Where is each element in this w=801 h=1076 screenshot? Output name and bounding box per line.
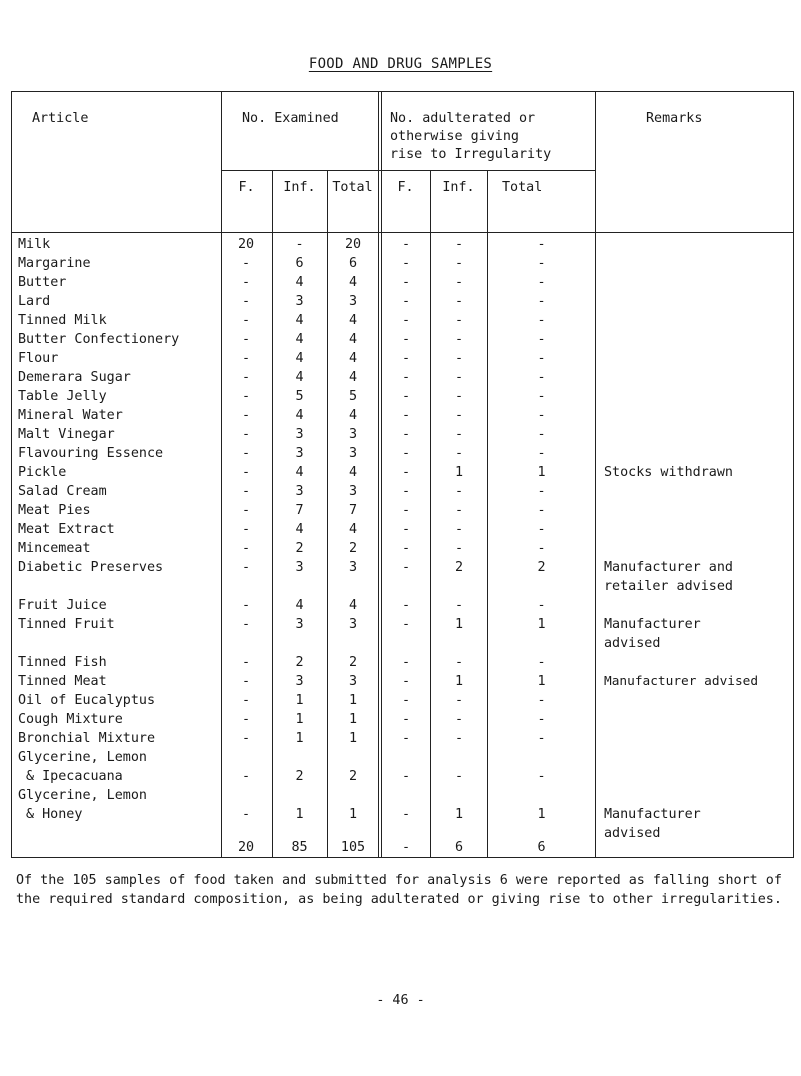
f-cell: - (241, 674, 251, 689)
remarks-cell-line2: advised (604, 826, 661, 841)
adulterated-total-cell: 1 (537, 617, 546, 632)
adulterated-total-cell: - (537, 351, 546, 366)
remarks-cell: Manufacturer and (604, 560, 733, 575)
table-row (12, 786, 793, 824)
adulterated-total-cell: - (537, 408, 546, 423)
adulterated-inf-cell: - (454, 446, 464, 461)
remarks-cell-line2: retailer advised (604, 579, 733, 594)
adulterated-inf-cell: - (454, 484, 464, 499)
f-cell: - (241, 769, 251, 784)
adulterated-total-cell: - (537, 294, 546, 309)
inf-cell: 3 (295, 617, 304, 632)
adulterated-f-cell: - (401, 427, 411, 442)
adulterated-total-cell: - (537, 275, 546, 290)
article-cell: Tinned Fish (18, 655, 107, 670)
table-row (12, 406, 793, 425)
adulterated-f-cell: - (401, 351, 411, 366)
article-cell: Mineral Water (18, 408, 123, 423)
article-cell: Diabetic Preserves (18, 560, 164, 575)
inf-cell: 7 (295, 503, 304, 518)
adulterated-total-cell: - (537, 655, 546, 670)
adulterated-f-cell: - (401, 712, 411, 727)
table-row (12, 425, 793, 444)
page-title: FOOD AND DRUG SAMPLES (308, 56, 493, 72)
adulterated-total-cell: - (537, 446, 546, 461)
adulterated-f-cell: - (401, 294, 411, 309)
samples-table (11, 91, 794, 858)
page-number: - 46 - (376, 993, 425, 1008)
header-adulterated-2: otherwise giving (390, 129, 519, 144)
adulterated-inf-cell: 2 (454, 560, 464, 575)
adulterated-f-cell: - (401, 313, 411, 328)
f-cell: - (241, 332, 251, 347)
table-row (12, 653, 793, 672)
table-row (12, 387, 793, 406)
table-row (12, 672, 793, 691)
adulterated-total-cell: - (537, 484, 546, 499)
inf-cell: 1 (295, 693, 304, 708)
f-cell: - (241, 275, 251, 290)
adulterated-total-cell: - (537, 256, 546, 271)
adulterated-inf-cell: - (454, 370, 464, 385)
total-total-cell: 105 (340, 840, 366, 855)
total-cell: 1 (348, 693, 358, 708)
article-cell: Margarine (18, 256, 91, 271)
table-row (12, 710, 793, 729)
f-cell: - (241, 541, 251, 556)
table-row (12, 368, 793, 387)
inf-cell: 4 (295, 332, 304, 347)
article-cell: Fruit Juice (18, 598, 107, 613)
article-cell: Meat Pies (18, 503, 91, 518)
f-cell: - (241, 655, 251, 670)
f-cell: - (241, 522, 251, 537)
inf-cell: 5 (295, 389, 304, 404)
adulterated-inf-cell: - (454, 655, 464, 670)
inf-cell: 3 (295, 446, 304, 461)
adulterated-inf-cell: - (454, 389, 464, 404)
total-adulterated-inf-cell: 6 (454, 840, 464, 855)
inf-cell: 1 (295, 731, 304, 746)
article-cell: Bronchial Mixture (18, 731, 156, 746)
header-total: Total (332, 180, 373, 195)
inf-cell: 3 (295, 560, 304, 575)
f-cell: - (241, 370, 251, 385)
adulterated-f-cell: - (401, 370, 411, 385)
inf-cell: 3 (295, 294, 304, 309)
total-cell: 2 (348, 541, 358, 556)
f-cell: - (241, 446, 251, 461)
inf-cell: 2 (295, 655, 304, 670)
inf-cell: 3 (295, 427, 304, 442)
inf-cell: 1 (295, 807, 304, 822)
total-cell: 3 (348, 560, 358, 575)
inf-cell: 4 (295, 351, 304, 366)
f-cell: - (241, 731, 251, 746)
adulterated-total-cell: - (537, 598, 546, 613)
adulterated-total-cell: 1 (537, 465, 546, 480)
f-cell: - (241, 807, 251, 822)
table-row (12, 349, 793, 368)
inf-cell: 4 (295, 313, 304, 328)
f-cell: - (241, 484, 251, 499)
table-row (12, 501, 793, 520)
adulterated-total-cell: - (537, 712, 546, 727)
adulterated-f-cell: - (401, 560, 411, 575)
remarks-cell-line2: advised (604, 636, 661, 651)
f-cell: - (241, 693, 251, 708)
header-adulterated-total: Total (502, 180, 543, 195)
summary-paragraph: Of the 105 samples of food taken and submitted for analysis 6 were reported as falling short of the required standard composition, as being adulterated or giving rise to other irregularities. (16, 873, 782, 907)
f-cell: - (241, 389, 251, 404)
adulterated-inf-cell: - (454, 731, 464, 746)
article-cell: Flavouring Essence (18, 446, 164, 461)
f-cell: - (241, 408, 251, 423)
inf-cell: - (295, 237, 304, 252)
table-row (12, 615, 793, 653)
header-inf: Inf. (283, 180, 316, 195)
adulterated-total-cell: 2 (537, 560, 546, 575)
adulterated-total-cell: - (537, 427, 546, 442)
f-cell: - (241, 617, 251, 632)
header-adulterated-inf: Inf. (442, 180, 475, 195)
total-cell: 3 (348, 294, 358, 309)
article-cell: Salad Cream (18, 484, 107, 499)
adulterated-total-cell: - (537, 731, 546, 746)
f-cell: - (241, 598, 251, 613)
adulterated-inf-cell: - (454, 237, 464, 252)
total-cell: 3 (348, 484, 358, 499)
inf-cell: 4 (295, 275, 304, 290)
article-cell: Tinned Milk (18, 313, 107, 328)
total-cell: 4 (348, 598, 358, 613)
adulterated-total-cell: - (537, 313, 546, 328)
table-row (12, 273, 793, 292)
adulterated-inf-cell: - (454, 598, 464, 613)
table-row (12, 729, 793, 748)
table-row (12, 748, 793, 786)
header-f: F. (238, 180, 255, 195)
adulterated-inf-cell: - (454, 541, 464, 556)
article-cell: Butter (18, 275, 67, 290)
total-cell: 4 (348, 332, 358, 347)
adulterated-f-cell: - (401, 389, 411, 404)
article-cell: Table Jelly (18, 389, 107, 404)
table-row (12, 311, 793, 330)
f-cell: - (241, 427, 251, 442)
totals-row (12, 838, 793, 857)
table-row (12, 292, 793, 311)
header-adulterated-f: F. (397, 180, 414, 195)
adulterated-f-cell: - (401, 522, 411, 537)
table-row (12, 330, 793, 349)
header-examined: No. Examined (242, 111, 339, 126)
table-row (12, 539, 793, 558)
article-cell: Butter Confectionery (18, 332, 180, 347)
article-cell-line2: & Honey (26, 807, 83, 822)
adulterated-f-cell: - (401, 275, 411, 290)
adulterated-f-cell: - (401, 674, 411, 689)
f-cell: - (241, 256, 251, 271)
adulterated-inf-cell: - (454, 693, 464, 708)
header-article: Article (32, 111, 89, 126)
adulterated-inf-cell: - (454, 522, 464, 537)
article-cell: Malt Vinegar (18, 427, 115, 442)
table-row (12, 596, 793, 615)
total-cell: 3 (348, 427, 358, 442)
adulterated-inf-cell: - (454, 275, 464, 290)
total-cell: 7 (348, 503, 358, 518)
remarks-cell: Manufacturer (604, 807, 701, 822)
total-cell: 4 (348, 313, 358, 328)
adulterated-f-cell: - (401, 237, 411, 252)
adulterated-f-cell: - (401, 541, 411, 556)
adulterated-total-cell: - (537, 389, 546, 404)
adulterated-inf-cell: - (454, 351, 464, 366)
table-row (12, 463, 793, 482)
adulterated-inf-cell: - (454, 313, 464, 328)
grid-line (221, 170, 595, 171)
f-cell: - (241, 313, 251, 328)
adulterated-f-cell: - (401, 769, 411, 784)
inf-cell: 4 (295, 370, 304, 385)
total-cell: 3 (348, 617, 358, 632)
adulterated-total-cell: - (537, 237, 546, 252)
adulterated-inf-cell: - (454, 256, 464, 271)
inf-cell: 3 (295, 484, 304, 499)
adulterated-f-cell: - (401, 465, 411, 480)
adulterated-f-cell: - (401, 731, 411, 746)
total-adulterated-f-cell: - (401, 840, 411, 855)
total-cell: 1 (348, 807, 358, 822)
total-cell: 4 (348, 275, 358, 290)
adulterated-f-cell: - (401, 256, 411, 271)
f-cell: - (241, 465, 251, 480)
adulterated-f-cell: - (401, 408, 411, 423)
inf-cell: 1 (295, 712, 304, 727)
article-cell: Lard (18, 294, 51, 309)
article-cell: Tinned Meat (18, 674, 107, 689)
remarks-cell: Manufacturer (604, 617, 701, 632)
remarks-cell: Stocks withdrawn (604, 465, 733, 480)
adulterated-inf-cell: - (454, 769, 464, 784)
adulterated-f-cell: - (401, 598, 411, 613)
adulterated-f-cell: - (401, 693, 411, 708)
adulterated-inf-cell: - (454, 427, 464, 442)
adulterated-inf-cell: 1 (454, 617, 464, 632)
adulterated-total-cell: - (537, 332, 546, 347)
f-cell: - (241, 712, 251, 727)
inf-cell: 4 (295, 522, 304, 537)
inf-cell: 4 (295, 408, 304, 423)
adulterated-inf-cell: - (454, 503, 464, 518)
total-cell: 6 (348, 256, 358, 271)
adulterated-total-cell: 1 (537, 807, 546, 822)
header-adulterated-1: No. adulterated or (390, 111, 536, 126)
article-cell: Mincemeat (18, 541, 91, 556)
inf-cell: 4 (295, 465, 304, 480)
article-cell-line2: & Ipecacuana (26, 769, 123, 784)
article-cell: Cough Mixture (18, 712, 123, 727)
adulterated-f-cell: - (401, 807, 411, 822)
total-cell: 2 (348, 655, 358, 670)
total-cell: 5 (348, 389, 358, 404)
inf-cell: 2 (295, 769, 304, 784)
remarks-cell: Manufacturer advised (604, 674, 759, 689)
adulterated-inf-cell: 1 (454, 465, 464, 480)
total-cell: 4 (348, 370, 358, 385)
inf-cell: 4 (295, 598, 304, 613)
adulterated-total-cell: - (537, 693, 546, 708)
total-inf-cell: 85 (291, 840, 308, 855)
table-row (12, 482, 793, 501)
total-cell: 3 (348, 446, 358, 461)
table-row (12, 254, 793, 273)
f-cell: - (241, 351, 251, 366)
inf-cell: 6 (295, 256, 304, 271)
table-row (12, 444, 793, 463)
table-row (12, 558, 793, 596)
article-cell: Demerara Sugar (18, 370, 131, 385)
adulterated-total-cell: - (537, 370, 546, 385)
adulterated-total-cell: - (537, 541, 546, 556)
adulterated-inf-cell: - (454, 294, 464, 309)
article-cell: Tinned Fruit (18, 617, 115, 632)
adulterated-f-cell: - (401, 655, 411, 670)
adulterated-inf-cell: 1 (454, 807, 464, 822)
adulterated-total-cell: - (537, 769, 546, 784)
adulterated-f-cell: - (401, 484, 411, 499)
article-cell: Pickle (18, 465, 67, 480)
table-row (12, 235, 793, 254)
total-adulterated-total-cell: 6 (537, 840, 546, 855)
total-f-cell: 20 (237, 840, 255, 855)
article-cell: Meat Extract (18, 522, 115, 537)
adulterated-inf-cell: - (454, 408, 464, 423)
header-remarks: Remarks (646, 111, 703, 126)
total-cell: 1 (348, 712, 358, 727)
inf-cell: 2 (295, 541, 304, 556)
total-cell: 3 (348, 674, 358, 689)
adulterated-inf-cell: - (454, 332, 464, 347)
article-cell: Glycerine, Lemon (18, 788, 147, 803)
table-row (12, 520, 793, 539)
adulterated-f-cell: - (401, 503, 411, 518)
total-cell: 4 (348, 408, 358, 423)
f-cell: - (241, 560, 251, 575)
adulterated-total-cell: - (537, 522, 546, 537)
total-cell: 4 (348, 465, 358, 480)
table-row (12, 691, 793, 710)
adulterated-total-cell: - (537, 503, 546, 518)
adulterated-f-cell: - (401, 332, 411, 347)
adulterated-f-cell: - (401, 617, 411, 632)
header-adulterated-3: rise to Irregularity (390, 147, 552, 162)
article-cell: Oil of Eucalyptus (18, 693, 156, 708)
article-cell: Flour (18, 351, 59, 366)
f-cell: - (241, 503, 251, 518)
adulterated-f-cell: - (401, 446, 411, 461)
inf-cell: 3 (295, 674, 304, 689)
f-cell: - (241, 294, 251, 309)
article-cell: Milk (18, 237, 51, 252)
article-cell: Glycerine, Lemon (18, 750, 147, 765)
adulterated-inf-cell: - (454, 712, 464, 727)
grid-line (12, 232, 793, 233)
total-cell: 2 (348, 769, 358, 784)
total-cell: 4 (348, 522, 358, 537)
f-cell: 20 (237, 237, 255, 252)
adulterated-total-cell: 1 (537, 674, 546, 689)
total-cell: 20 (344, 237, 362, 252)
adulterated-inf-cell: 1 (454, 674, 464, 689)
total-cell: 1 (348, 731, 358, 746)
total-cell: 4 (348, 351, 358, 366)
